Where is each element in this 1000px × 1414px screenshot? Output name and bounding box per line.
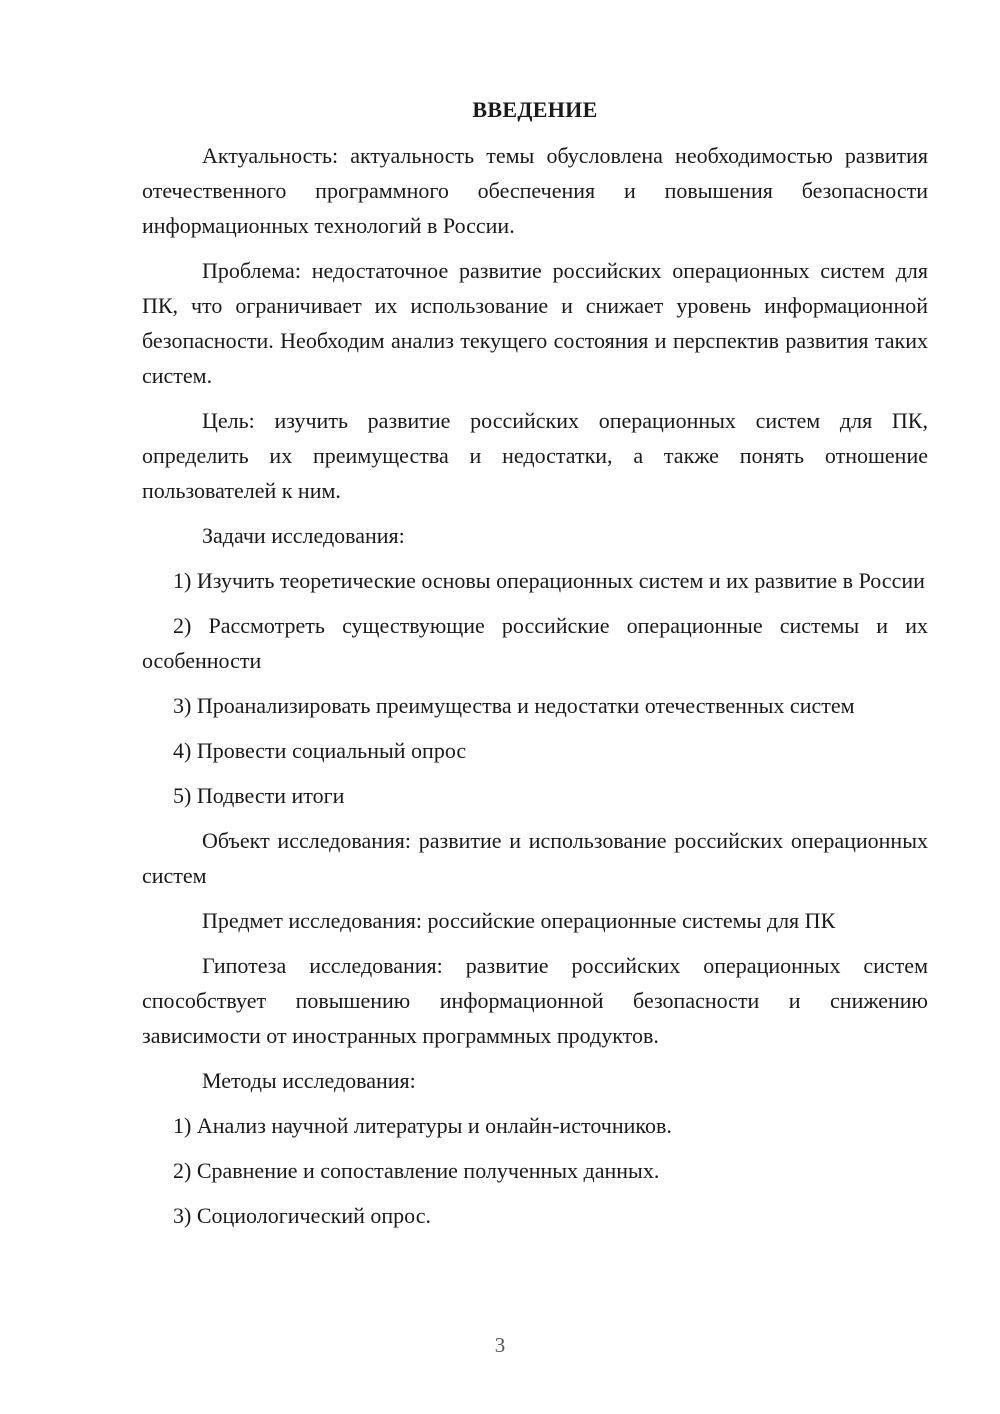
problem-paragraph: Проблема: недостаточное развитие российских операционных систем для ПК, что ограничивает их использование и снижает уровень информационной безопасности. Необходим анализ текущего состояния и перспектив развития таких систем. [142, 258, 928, 388]
page-number: 3 [494, 1333, 506, 1357]
relevance-paragraph: Актуальность: актуальность темы обусловлена необходимостью развития отечественного программного обеспечения и повышения безопасности информационных технологий в России. [142, 143, 928, 238]
method-item: 1) Анализ научной литературы и онлайн-источников. [173, 1113, 672, 1138]
task-item: 1) Изучить теоретические основы операционных систем и их развитие в России [173, 568, 925, 593]
subject-paragraph: Предмет исследования: российские операционные системы для ПК [202, 908, 836, 933]
document-page [142, 94, 928, 1243]
task-item: 3) Проанализировать преимущества и недостатки отечественных систем [173, 693, 855, 718]
goal-paragraph: Цель: изучить развитие российских операционных систем для ПК, определить их преимущества и недостатки, а также понять отношение пользователей к ним. [142, 408, 928, 503]
method-item: 2) Сравнение и сопоставление полученных данных. [173, 1158, 660, 1183]
method-item: 3) Социологический опрос. [173, 1203, 431, 1228]
object-paragraph: Объект исследования: развитие и использование российских операционных систем [142, 828, 928, 888]
tasks-heading: Задачи исследования: [202, 523, 405, 548]
task-item: 5) Подвести итоги [173, 783, 345, 808]
task-item: 2) Рассмотреть существующие российские операционные системы и их особенности [142, 613, 928, 673]
hypothesis-paragraph: Гипотеза исследования: развитие российских операционных систем способствует повышению информационной безопасности и снижению зависимости от иностранных программных продуктов. [142, 953, 928, 1048]
section-title: ВВЕДЕНИЕ [472, 97, 598, 122]
task-item: 4) Провести социальный опрос [173, 738, 467, 763]
methods-heading: Методы исследования: [202, 1068, 416, 1093]
